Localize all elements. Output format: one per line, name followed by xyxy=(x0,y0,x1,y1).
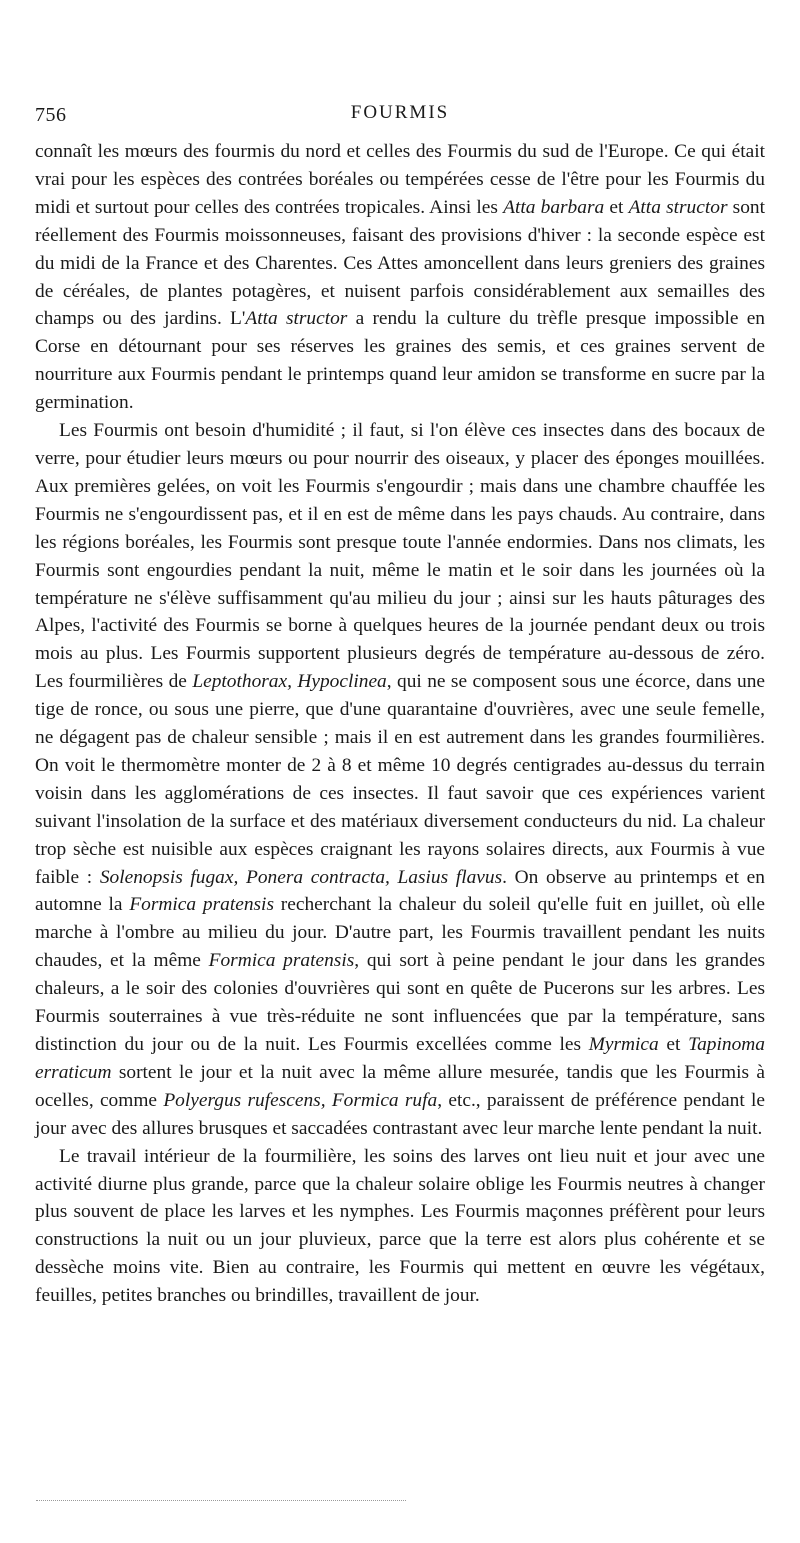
text-run: Le travail intérieur de la fourmilière, les soins des larves ont lieu nuit et jour avec une activité diurne plus grande, parce que la chaleur solaire oblige les Fourmis neutres à changer plus souvent de place les larves et les nymphes. Les Fourmis maçonnes préfèrent pour leurs constructions la nuit ou un jour pluvieux, parce que la terre est alors plus cohérente et se dessèche moins vite. Bien au contraire, les Fourmis qui mettent en œuvre les végétaux, feuilles, petites branches ou brindilles, travaillent de jour. xyxy=(35,1145,765,1307)
species-name: Polyergus rufescens, Formica rufa xyxy=(163,1089,438,1111)
footer-dotted-rule xyxy=(36,1500,406,1501)
text-run: , qui ne se composent sous une écorce, dans une tige de ronce, ou sous une pierre, que d'une quarantaine d'ouvrières, avec une seule femelle, ne dégagent pas de chaleur sensible ; mais il en est autrement dans les grandes fourmilières. On voit le thermomètre monter de 2 à 8 et même 10 degrés centigrades au-dessus du terrain voisin dans les agglomérations de ces insectes. Il faut savoir que ces expériences varient suivant l'insolation de la surface et des matériaux diversement conducteurs du nid. La chaleur trop sèche est nuisible aux espèces craignant les rayons solaires directs, aux Fourmis à vue faible : xyxy=(35,671,765,888)
text-run: connaît les mœurs des fourmis du nord et celles des Fourmis du sud de l'Europe. Ce qui était vrai pour les espèces des contrées boréales ou tempérées cesse de l'être pour les Fourmis du midi et surtout pour celles des contrées tropicales. Ainsi les xyxy=(35,141,765,218)
species-name: Atta structor xyxy=(245,308,348,330)
species-name: Myrmica xyxy=(588,1034,659,1055)
body-text xyxy=(35,138,765,1310)
text-run: . On observe au printemps et en automne la xyxy=(35,866,765,916)
species-name: Tapinoma erraticum xyxy=(35,1034,765,1083)
paragraph xyxy=(35,1143,765,1310)
page-header xyxy=(35,100,765,130)
text-run: et xyxy=(604,196,629,218)
text-run: , qui sort à peine pendant le jour dans les grandes chaleurs, a le soir des colonies d'ouvrières qui sont en quête de Pucerons sur les arbres. Les Fourmis souterraines à vue très-réduite ne sont influencées que par la température, sans distinction du jour ou de la nuit. Les Fourmis excellées comme les xyxy=(35,950,766,1055)
text-run: sont réellement des Fourmis moissonneuses, faisant des provisions d'hiver : la seconde espèce est du midi de la France et des Charentes. Ces Attes amoncellent dans leurs greniers des graines de céréales, de plantes potagères, et nuisent parfois considérablement aux semailles des champs ou des jardins. L' xyxy=(35,196,766,330)
species-name: Atta structor xyxy=(628,196,728,218)
text-run: et xyxy=(658,1034,689,1055)
text-run: , etc., paraissent de préférence pendant le jour avec des allures brusques et saccadées contrastant avec leur marche lente pendant la nuit. xyxy=(35,1089,765,1139)
running-title: FOURMIS xyxy=(350,102,450,123)
paragraph xyxy=(35,417,765,1143)
species-name: Formica pratensis xyxy=(129,894,274,916)
text-run: sortent le jour et la nuit avec la même allure mesurée, tandis que les Fourmis à ocelles, comme xyxy=(35,1061,765,1111)
text-run: Les Fourmis ont besoin d'humidité ; il faut, si l'on élève ces insectes dans des bocaux de verre, pour étudier leurs mœurs ou pour nourrir des oiseaux, y placer des éponges mouillées. Aux premières gelées, on voit les Fourmis s'engourdir ; mais dans une chambre chauffée les Fourmis ne s'engourdissent pas, et il en est de même dans les pays chauds. Au contraire, dans les régions boréales, les Fourmis sont presque toute l'année endormies. Dans nos climats, les Fourmis sont engourdies pendant la nuit, même le matin et le soir dans les journées où la température ne s'élève suffisamment qu'au milieu du jour ; ainsi sur les hauts pâturages des Alpes, l'activité des Fourmis se borne à quelques heures de la journée pendant deux ou trois mois au plus. Les Fourmis supportent plusieurs degrés de température au-dessous de zéro. Les fourmilières de xyxy=(35,420,765,693)
paragraph xyxy=(35,138,765,417)
species-name: Formica pratensis xyxy=(208,950,355,972)
text-run: recherchant la chaleur du soleil qu'elle fuit en juillet, où elle marche à l'ombre au milieu du jour. D'autre part, les Fourmis travaillent pendant les nuits chaudes, et la même xyxy=(35,894,765,972)
page-number: 756 xyxy=(35,104,67,126)
species-name: Solenopsis fugax, Ponera contracta, Lasius flavus xyxy=(99,866,503,888)
species-name: Atta barbara xyxy=(503,196,605,218)
text-run: a rendu la culture du trèfle presque impossible en Corse en détournant pour ses réserves les graines des semis, et ces graines servent de nourriture aux Fourmis pendant le printemps quand leur amidon se transforme en sucre par la germination. xyxy=(35,308,766,414)
species-name: Leptothorax, Hypoclinea xyxy=(192,671,387,693)
